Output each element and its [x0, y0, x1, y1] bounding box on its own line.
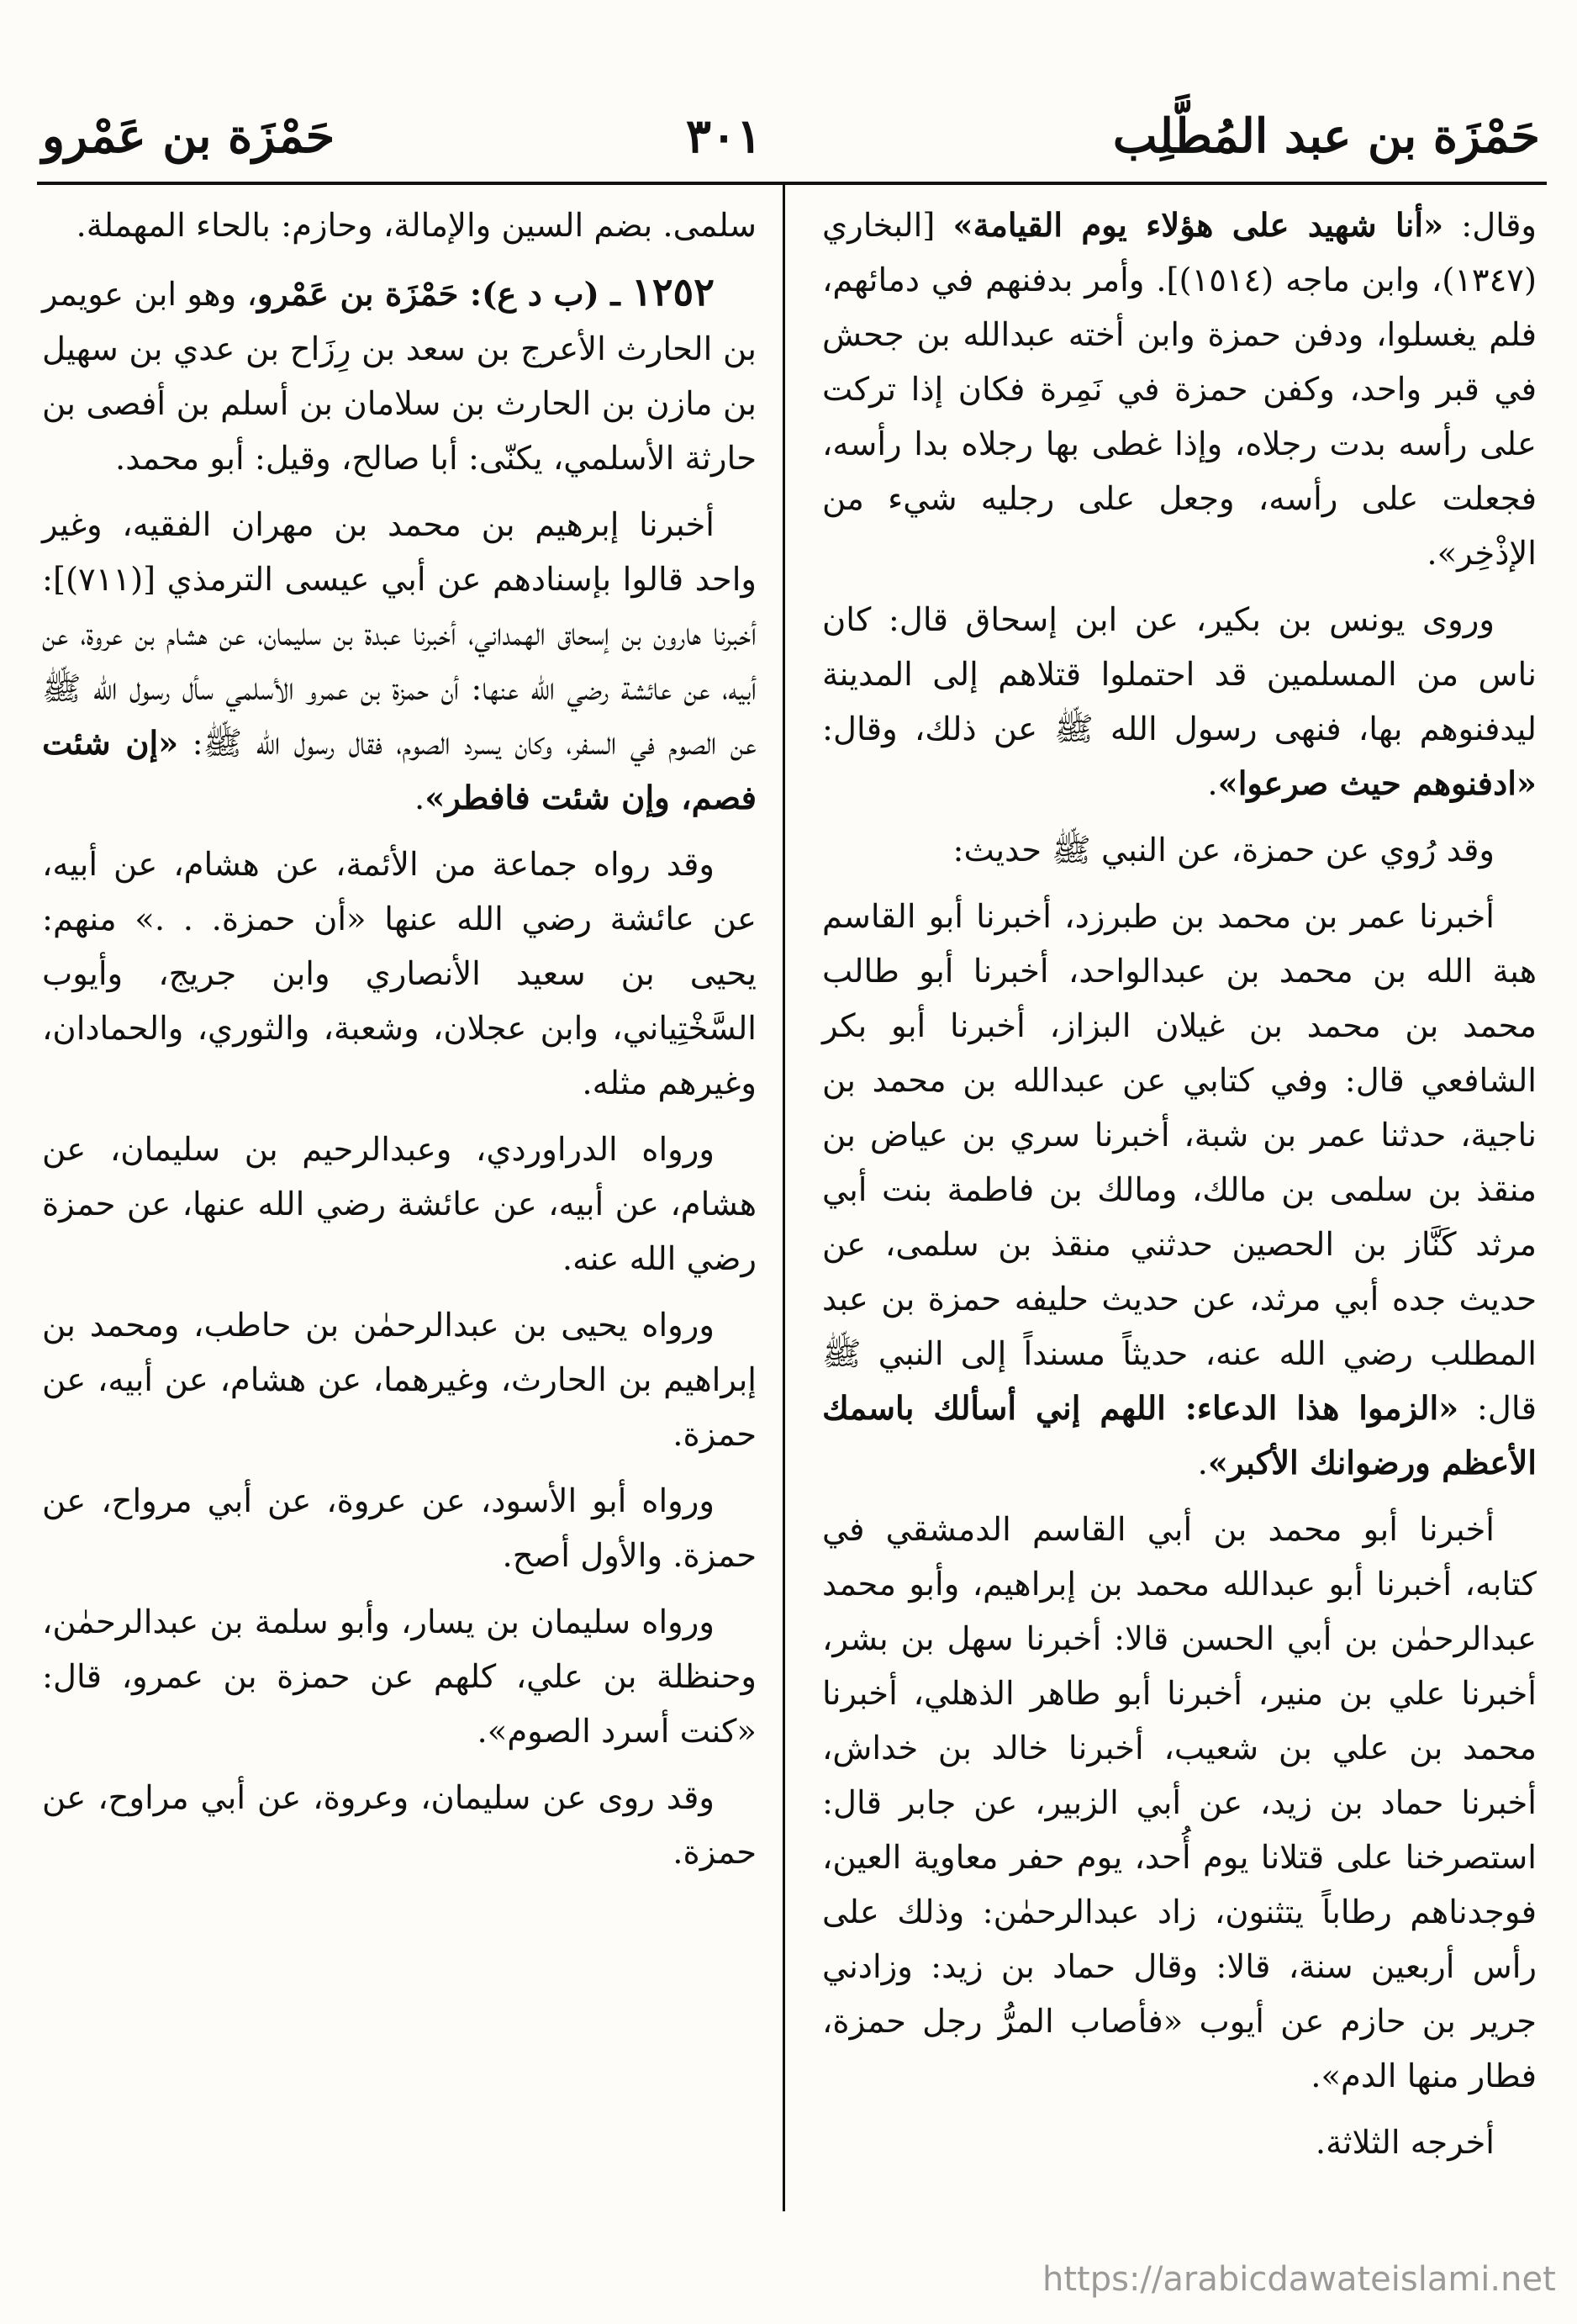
paragraph [822, 198, 1537, 581]
paragraph [822, 593, 1537, 811]
paragraph: وقد رواه جماعة من الأئمة، عن هشام، عن أبيه، عن عائشة رضي الله عنها «أن حمزة. . .» منهم: يحيى بن سعيد الأنصاري وابن جريج، وأيوب السَّخْتِياني، وابن عجلان، وشعبة، والثوري، والحمادان، وغيرهم مثله. [42, 846, 757, 1102]
paragraph [42, 498, 757, 826]
paragraph-text: ، وهو ابن عويمر بن الحارث الأعرج بن سعد بن رِزَاح بن عدي بن سهيل بن مازن بن الحارث بن سلامان بن أسلم بن أفصى بن حارثة الأسلمي، يكنّى: أبا صالح، وقيل: أبو محمد. [42, 276, 757, 478]
entry-number: ١٢٥٢ [631, 269, 715, 314]
paragraph [822, 890, 1537, 1491]
entry-abbreviation: ـ (ب د ع): [458, 276, 632, 314]
header-left-title: حَمْزَة بن عَمْرو [42, 108, 335, 164]
paragraph-text: أخبرنا عمر بن محمد بن طبرزد، أخبرنا أبو القاسم هبة الله بن محمد بن عبدالواحد، أخبرنا أبو طالب محمد بن محمد بن غيلان البزاز، أخبرنا أبو بكر الشافعي قال: وفي كتابي عن عبدالله بن محمد بن ناجية، حدثنا عمر بن شبة، أخبرنا سري بن عياض بن منقذ بن سلمى بن مالك، ومالك بن فاطمة بنت أبي مرثد كَنَّاز بن الحصين حدثني منقذ بن سلمى، عن حديث جده أبي مرثد، عن حديث حليفه حمزة بن عبد المطلب رضي الله عنه، حديثاً مسنداً إلى النبي ﷺ قال: [822, 898, 1537, 1428]
hadith-quote: «ادفنوهم حيث صرعوا» [1217, 765, 1537, 803]
paragraph: أخرجه الثلاثة. [1315, 2124, 1495, 2162]
paragraph: سلمى. بضم السين والإمالة، وحازم: بالحاء المهملة. [76, 207, 757, 245]
paragraph-text: . [1197, 1445, 1208, 1482]
paragraph: أخبرنا أبو محمد بن أبي القاسم الدمشقي في كتابه، أخبرنا أبو عبدالله محمد بن إبراهيم، وأبو محمد عبدالرحمٰن بن أبي الحسن قالا: أخبرنا سهل بن بشر، أخبرنا علي بن منير، أخبرنا أبو طاهر الذهلي، أخبرنا محمد بن علي بن شعيب، أخبرنا خالد بن خداش، أخبرنا حماد بن زيد، عن أبي الزبير، عن جابر قال: استصرخنا على قتلانا يوم أُحد، يوم حفر معاوية العين، فوجدناهم رطاباً يتثنون، زاد عبدالرحمٰن: وذلك على رأس أربعين سنة، قالا: وقال حماد بن زيد: وزادني جرير بن حازم عن أيوب «فأصاب المرُّ رجل حمزة، فطار منها الدم». [822, 1511, 1537, 2095]
page-header [42, 94, 1540, 178]
paragraph: ورواه سليمان بن يسار، وأبو سلمة بن عبدالرحمٰن، وحنظلة بن علي، كلهم عن حمزة بن عمرو، قال: «كنت أسرد الصوم». [42, 1603, 757, 1751]
watermark-url: https://arabicdawateislami.net [1042, 2260, 1556, 2299]
paragraph: وقد رُوي عن حمزة، عن النبي ﷺ حديث: [952, 832, 1495, 869]
hadith-quote: «الزموا هذا الدعاء: اللهم إني أسألك باسمك الأعظم ورضوانك الأكبر» [822, 1390, 1537, 1482]
right-column [822, 198, 1537, 2170]
paragraph-text: . [1207, 765, 1218, 803]
entry-heading-paragraph [42, 265, 757, 486]
paragraph: وقد روى عن سليمان، وعروة، عن أبي مراوح، عن حمزة. [42, 1779, 757, 1872]
header-rule [37, 182, 1547, 185]
paragraph: ورواه يحيى بن عبدالرحمٰن بن حاطب، ومحمد بن إبراهيم بن الحارث، وغيرهما، عن هشام، عن أبيه، عن حمزة. [42, 1307, 757, 1454]
paragraph-text: . [414, 779, 425, 817]
page-number: ٣٠١ [685, 108, 762, 164]
paragraph-text: وروى يونس بن بكير، عن ابن إسحاق قال: كان ناس من المسلمين قد احتملوا قتلاهم إلى المدينة ليدفنوهم بها، فنهى رسول الله ﷺ عن ذلك، وقال: [822, 601, 1537, 748]
column-divider [783, 185, 785, 2211]
left-column [42, 198, 757, 1880]
paragraph-text: أخبرنا إبرهيم بن محمد بن مهران الفقيه، وغير واحد قالوا بإسنادهم عن أبي عيسى الترمذي [(٧١١)]: أخبرنا هارون بن إسحاق الهمداني، أخبرنا عبدة بن سليمان، عن هشام بن عروة، عن أبيه، عن عائشة رضي الله عنها: أن حمزة بن عمرو الأسلمي سأل رسول الله ﷺ عن الصوم في السفر، وكان يسرد الصوم، فقال رسول الله ﷺ: [42, 506, 757, 763]
paragraph-text: [البخاري (١٣٤٧)، وابن ماجه (١٥١٤)]. وأمر بدفنهم في دمائهم، فلم يغسلوا، ودفن حمزة وابن أخته عبدالله بن جحش في قبر واحد، وكفن حمزة في نَمِرة فكان إذا تركت على رأسه بدت رجلاه، وإذا غطى بها رجلاه بدا رأسه، فجعلت على رأسه، وجعل على رجليه شيء من الإذْخِر». [822, 207, 1537, 573]
paragraph: ورواه أبو الأسود، عن عروة، عن أبي مرواح، عن حمزة. والأول أصح. [42, 1482, 757, 1575]
paragraph: ورواه الدراوردي، وعبدالرحيم بن سليمان، عن هشام، عن أبيه، عن عائشة رضي الله عنها، عن حمزة رضي الله عنه. [42, 1131, 757, 1278]
header-right-title: حَمْزَة بن عبد المُطَّلِب [1112, 108, 1540, 164]
hadith-quote: «أنا شهيد على هؤلاء يوم القيامة» [952, 207, 1444, 245]
hadith-quote: «إن شئت فصم، وإن شئت فافطر» [42, 725, 757, 817]
entry-name: حَمْزَة بن عَمْرو [256, 276, 459, 314]
paragraph-text: وقال: [1443, 207, 1537, 245]
